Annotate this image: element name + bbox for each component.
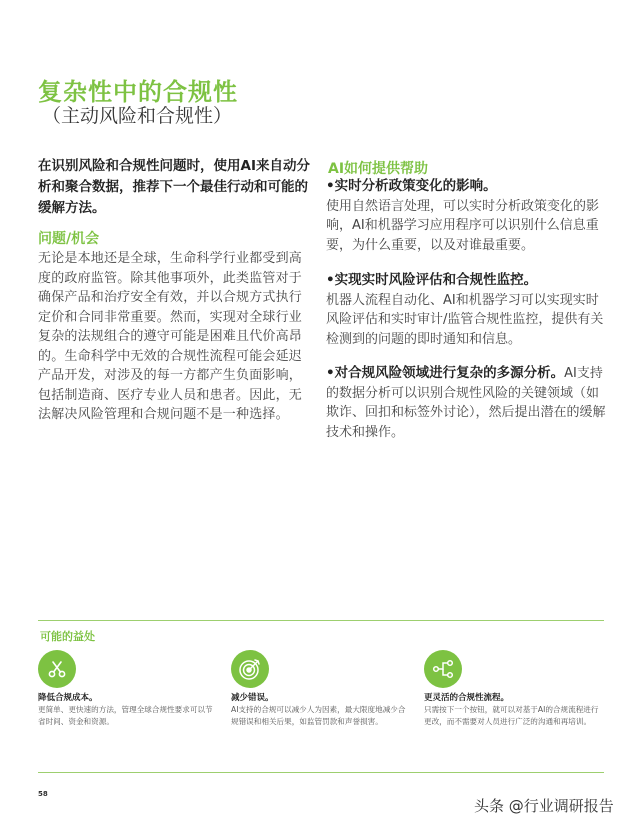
target-icon — [231, 650, 269, 688]
benefit-title: 降低合规成本。 — [38, 693, 98, 703]
ai-help-heading: AI如何提供帮助 — [328, 161, 429, 177]
ai-help-point-title: •对合规风险领域进行复杂的多源分析。 — [326, 365, 565, 381]
page-number: 58 — [38, 790, 48, 798]
problem-body: 无论是本地还是全球，生命科学行业都受到高度的政府监管。除其他事项外，此类监管对于确保产品和治疗安全有效，并以合规方式执行定价和合同非常重要。然而，实现对全球行业复杂的法规组合的遵守可能是困难且代价高昂的。生命科学中无效的合规性流程可能会延迟产品开发，对涉及的每一方都产生负面影响，包括制造商、医疗专业人员和患者。因此，无法解决风险管理和合规问题不是一种选择。 — [38, 251, 303, 422]
ai-help-point-text: 使用自然语言处理，可以实时分析政策变化的影响，AI和机器学习应用程序可以识别什么信息重要，为什么重要，以及对谁最重要。 — [326, 198, 600, 253]
workflow-icon — [424, 650, 462, 688]
benefit-item — [231, 650, 411, 728]
benefit-item — [424, 650, 604, 728]
divider — [38, 772, 604, 773]
ai-help-point-title: •实时分析政策变化的影响。 — [326, 178, 497, 194]
benefits-heading: 可能的益处 — [40, 630, 95, 643]
page-subtitle: （主动风险和合规性） — [42, 105, 233, 127]
ai-help-point — [326, 271, 608, 349]
benefit-item — [38, 650, 218, 728]
scissors-icon — [38, 650, 76, 688]
ai-help-point-text: 机器人流程自动化、AI和机器学习可以实现实时风险评估和实时审计/监管合规性监控，提供有关检测到的问题的即时通知和信息。 — [326, 292, 604, 347]
divider — [38, 620, 604, 621]
benefit-text: AI支持的合规可以减少人为因素，最大限度地减少合规错误和相关后果，如监管罚款和声誉损害。 — [231, 705, 406, 726]
ai-help-point-title: •实现实时风险评估和合规性监控。 — [326, 272, 538, 288]
intro-paragraph: 在识别风险和合规性问题时，使用AI来自动分析和聚合数据，推荐下一个最佳行动和可能的缓解方法。 — [38, 158, 310, 216]
ai-help-point-text: AI支持的数据分析可以识别合规性风险的关键领域（如欺诈、回扣和标签外讨论），然后提出潜在的缓解技术和操作。 — [326, 366, 606, 440]
benefit-title: 更灵活的合规性流程。 — [424, 693, 510, 703]
page-title: 复杂性中的合规性 — [38, 78, 238, 106]
problem-heading: 问题/机会 — [38, 231, 100, 247]
benefit-title: 减少错误。 — [231, 693, 274, 703]
ai-help-point — [326, 364, 608, 442]
benefit-text: 只需按下一个按钮，就可以对基于AI的合规流程进行更改，而不需要对人员进行广泛的沟通和再培训。 — [424, 705, 599, 726]
watermark: 头条 @行业调研报告 — [474, 797, 614, 815]
ai-help-point — [326, 177, 608, 255]
benefit-text: 更简单、更快速的方法，管理全球合规性要求可以节省时间、资金和资源。 — [38, 705, 213, 726]
